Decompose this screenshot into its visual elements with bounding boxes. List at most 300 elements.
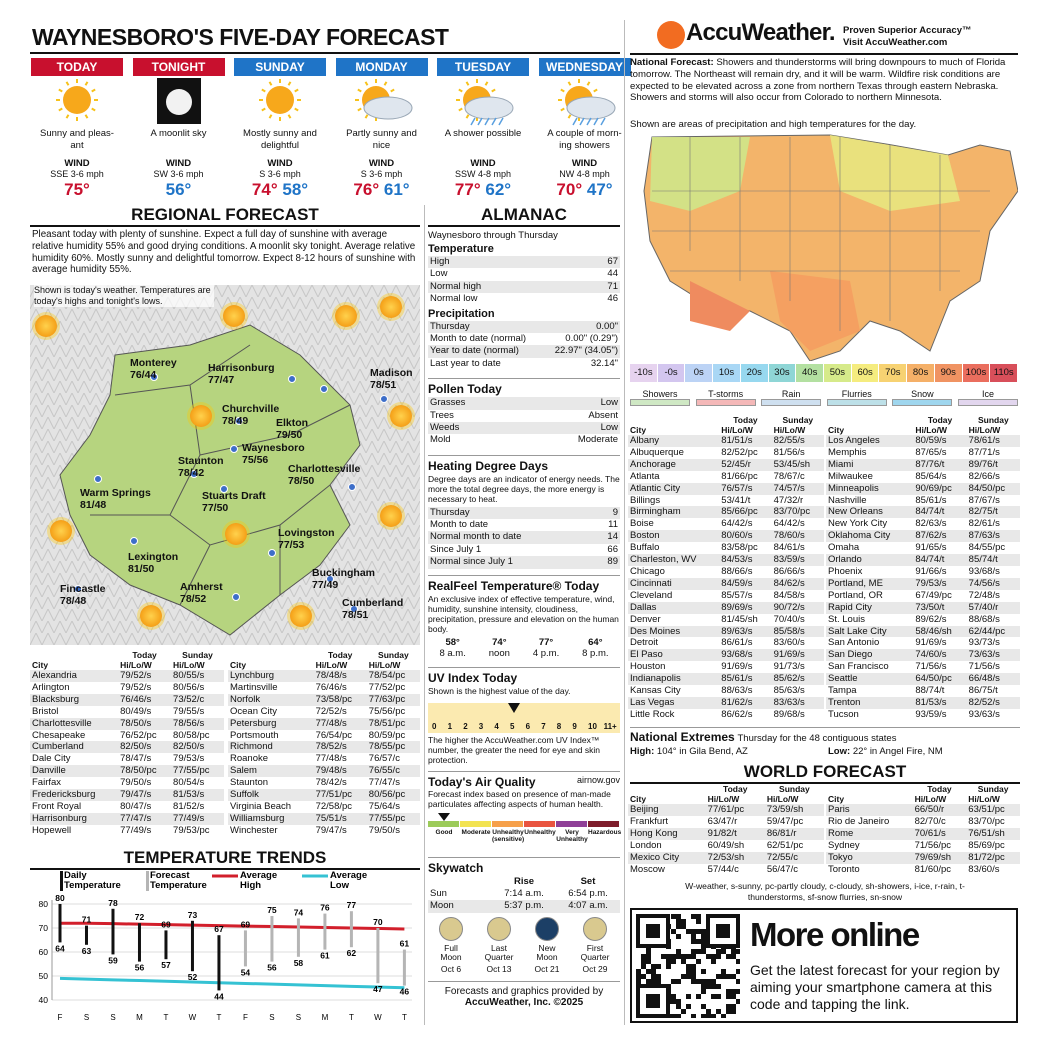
sun-icon — [190, 405, 212, 427]
table-cell: 72/48/s — [968, 589, 1000, 601]
precip-legend-item — [630, 389, 690, 406]
map-city-name: Monterey — [130, 357, 177, 369]
moon-phase-icon — [439, 917, 463, 941]
table-cell: 78/56/s — [171, 718, 224, 730]
row-value: Moderate — [577, 434, 618, 446]
map-city — [128, 551, 178, 575]
table-cell: 81/66/pc — [721, 470, 758, 482]
table-header — [826, 784, 1020, 794]
table-row — [628, 828, 824, 840]
precip-legend-item — [827, 389, 887, 406]
table-subheader — [228, 660, 420, 670]
sun-icon — [380, 505, 402, 527]
map-city-temp: 77/47 — [208, 374, 235, 386]
table-cell: 88/63/s — [721, 685, 753, 697]
table-cell: 83/63/s — [772, 697, 824, 709]
map-city — [370, 367, 413, 391]
city-name: Alexandria — [30, 670, 118, 682]
row-label: Month to date — [430, 519, 489, 531]
table-row — [30, 730, 224, 742]
map-city-temp: 78/51 — [370, 379, 397, 391]
table-cell: 93/59/s — [915, 708, 947, 720]
col-hilo: Hi/Lo/W — [968, 794, 1000, 804]
map-city-name: Staunton — [178, 455, 224, 467]
map-city — [130, 357, 177, 381]
x-tick-label: S — [295, 1013, 302, 1022]
high-temp: 70° — [556, 180, 583, 199]
precip-legend-item — [958, 389, 1018, 406]
row-value: 11 — [608, 519, 618, 531]
table-row — [826, 542, 1020, 554]
table-cell: 81/45/sh — [721, 613, 758, 625]
heating-degree-days-heading: Heating Degree Days — [428, 455, 620, 473]
forecast-description: Sunny and pleas- ant — [40, 128, 114, 151]
table-row — [228, 789, 420, 801]
col-city: City — [630, 425, 647, 435]
extreme-high-label: High: — [630, 746, 655, 757]
city-name: San Antonio — [828, 637, 880, 649]
temp-range-bar — [323, 914, 326, 950]
temp-range-bar — [138, 923, 141, 961]
data-row — [428, 422, 620, 434]
table-row — [826, 483, 1020, 495]
table-cell: 58/46/sh — [913, 626, 966, 638]
table-subheader — [628, 425, 824, 435]
map-city-name: Stuarts Draft — [202, 490, 266, 502]
air-quality-heading: Today's Air Quality — [428, 774, 536, 789]
page-title: WAYNESBORO'S FIVE-DAY FORECAST — [32, 24, 449, 50]
precip-legend-label: T-storms — [708, 389, 744, 399]
low-label: 59 — [108, 955, 118, 966]
row-label: High — [430, 256, 450, 267]
table-cell: 88/66/s — [721, 565, 753, 577]
x-tick-label: W — [188, 1013, 197, 1022]
credit-line-2: AccuWeather, Inc. ©2025 — [464, 996, 584, 1008]
avg-low-line — [60, 978, 404, 987]
table-cell: 81/53/s — [171, 789, 224, 801]
high-label: 72 — [134, 912, 145, 923]
low-label: 57 — [161, 960, 171, 971]
partly-cloudy-icon — [336, 76, 428, 126]
table-cell: 76/55/c — [367, 765, 420, 777]
national-map — [630, 131, 1018, 361]
realfeel-time: 8 p.m. — [582, 647, 609, 659]
aq-level-label: Unhealthy (sensitive) — [492, 828, 525, 843]
city-name: Phoenix — [828, 565, 863, 577]
low-label: 44 — [214, 991, 224, 1002]
city-name: Albuquerque — [630, 446, 684, 458]
col-today: Today — [733, 415, 758, 425]
map-city-name: Cumberland — [342, 597, 404, 609]
row-label: Mold — [430, 434, 451, 446]
table-cell: 77/61/pc — [706, 804, 765, 816]
aq-bar — [588, 821, 619, 827]
table-cell: 86/61/s — [721, 637, 753, 649]
table-row — [228, 741, 420, 753]
low-label: 56 — [134, 962, 145, 973]
table-cell: 78/61/s — [967, 435, 1020, 447]
temp-legend-cell: 10s — [713, 364, 741, 382]
table-row — [228, 718, 420, 730]
map-city-name: Lovingston — [278, 527, 335, 539]
table-cell: 73/58/pc — [314, 694, 367, 706]
uv-tick: 7 — [541, 721, 546, 731]
table-row — [30, 765, 224, 777]
row-value: 44 — [607, 268, 618, 280]
table-cell: 77/49/s — [171, 813, 224, 825]
city-name: Portland, ME — [826, 578, 913, 590]
pollen-heading: Pollen Today — [428, 378, 620, 396]
table-row — [826, 602, 1020, 614]
city-name: Anchorage — [628, 459, 719, 471]
air-quality-source: airnow.gov — [576, 774, 620, 785]
table-cell: 76/52/pc — [120, 729, 157, 741]
map-city — [312, 567, 375, 591]
moon-phase-icon — [583, 917, 607, 941]
table-cell: 79/47/s — [118, 789, 171, 801]
table-row — [228, 801, 420, 813]
table-cell: 84/53/s — [719, 554, 771, 566]
row-value: Low — [600, 421, 618, 433]
temp-legend-cell: -10s — [630, 364, 658, 382]
map-city-name: Fincastle — [60, 583, 106, 595]
almanac-column — [428, 205, 620, 1008]
map-city-temp: 81/50 — [128, 563, 155, 575]
city-name: Salt Lake City — [826, 626, 913, 638]
city-name: Chicago — [630, 565, 665, 577]
map-city-temp: 77/49 — [312, 579, 339, 591]
world-forecast-heading: WORLD FORECAST — [630, 762, 1020, 784]
city-name: Roanoke — [230, 753, 269, 765]
city-name: Richmond — [228, 741, 314, 753]
table-cell: 78/42/s — [315, 777, 347, 789]
map-city-name: Amherst — [180, 581, 223, 593]
table-cell: 62/51/pc — [766, 839, 804, 851]
moon-phase-name: First Quarter — [580, 942, 610, 962]
table-cell: 81/72/pc — [966, 852, 1020, 864]
low-label: 52 — [187, 972, 198, 983]
table-row — [826, 673, 1020, 685]
temp-legend-cell: 100s — [963, 364, 991, 382]
table-cell: 77/51/pc — [314, 789, 367, 801]
table-cell: 91/65/s — [915, 542, 947, 554]
hi-lo — [539, 180, 631, 200]
table-cell: 82/61/s — [968, 518, 1000, 530]
row-value: 66 — [607, 543, 618, 555]
city-name: Boise — [630, 518, 654, 530]
data-row — [428, 358, 620, 370]
table-cell: 80/58/pc — [173, 729, 210, 741]
col-city: City — [32, 660, 49, 670]
table-row — [628, 590, 824, 602]
precip-swatch — [892, 399, 952, 406]
precip-legend-label: Ice — [981, 389, 994, 399]
table-cell: 85/62/s — [772, 673, 824, 685]
city-name: Las Vegas — [628, 697, 719, 709]
low-temp: 62° — [485, 180, 512, 199]
table-row — [628, 626, 824, 638]
forecast-day-label: WEDNESDAY — [539, 58, 631, 76]
city-name: Portland, OR — [828, 589, 883, 601]
temp-range-bar — [85, 926, 88, 945]
forecast-day — [336, 58, 428, 200]
row-value: Low — [600, 397, 618, 409]
city-dot — [232, 593, 240, 601]
map-city-name: Lexington — [128, 551, 179, 563]
table-cell: 82/70/c — [914, 815, 946, 827]
high-label: 74 — [293, 907, 304, 918]
data-row — [428, 434, 620, 446]
accuweather-logo: AccuWeather. — [686, 19, 835, 46]
uv-tick: 4 — [494, 721, 499, 731]
forecast-description: A couple of morn- ing showers — [547, 128, 622, 151]
city-name: Tucson — [828, 708, 859, 720]
city-name: Williamsburg — [228, 813, 314, 825]
table-row — [826, 626, 1020, 638]
table-cell: 75/56/pc — [368, 705, 406, 717]
map-city-temp: 78/52 — [180, 593, 207, 605]
temp-range-bar — [59, 904, 62, 942]
table-cell: 85/64/s — [915, 470, 947, 482]
city-name: Portsmouth — [230, 729, 279, 741]
high-label: 80 — [55, 893, 65, 903]
table-row — [628, 673, 824, 685]
col-sunday: Sunday — [782, 415, 814, 425]
table-row — [826, 661, 1020, 673]
table-row — [628, 864, 824, 876]
temp-range-bar — [270, 916, 273, 962]
table-cell: 79/55/s — [173, 705, 205, 717]
table-cell: 83/59/s — [772, 554, 824, 566]
city-name: Omaha — [828, 542, 860, 554]
temp-legend-cell: 0s — [685, 364, 713, 382]
table-cell: 71/56/s — [915, 661, 947, 673]
temperature-trends-chart — [30, 868, 420, 1028]
table-cell: 86/62/s — [721, 708, 753, 720]
city-name: New Orleans — [826, 506, 913, 518]
table-row — [628, 661, 824, 673]
city-name: Little Rock — [630, 708, 675, 720]
table-row — [826, 471, 1020, 483]
table-cell: 83/60/s — [773, 637, 805, 649]
wind-value: SSW 4-8 mph — [454, 169, 512, 179]
x-tick-label: T — [163, 1013, 169, 1022]
row-label: Month to date (normal) — [430, 332, 527, 344]
x-tick-label: M — [136, 1013, 143, 1022]
hi-lo — [234, 180, 326, 200]
sky-cell: 6:54 p.m. — [568, 888, 608, 900]
map-city — [276, 417, 308, 441]
map-city-name: Harrisonburg — [208, 362, 275, 374]
forecast-day-label: SUNDAY — [234, 58, 326, 76]
sun-icon — [31, 76, 123, 126]
temperature-trends-heading: TEMPERATURE TRENDS — [30, 848, 420, 870]
forecast-day-label: MONDAY — [336, 58, 428, 76]
wind-value: S 3-6 mph — [259, 169, 301, 179]
table-cell: 77/49/s — [120, 824, 152, 836]
table-cell: 73/52/c — [171, 694, 224, 706]
table-cell: 93/73/s — [968, 637, 1000, 649]
table-cell: 78/55/pc — [367, 741, 420, 753]
data-row — [428, 556, 620, 568]
low-label: 63 — [81, 945, 92, 956]
table-row — [228, 682, 420, 694]
national-map-shapes — [630, 131, 1018, 361]
table-cell: 79/48/s — [314, 765, 367, 777]
table-cell: 83/60/s — [968, 863, 1000, 875]
table-row — [228, 706, 420, 718]
moon-phase-name: Last Quarter — [484, 942, 514, 962]
high-label: 77 — [346, 900, 357, 911]
legend-label: Forecast — [150, 870, 190, 881]
table-cell: 81/60/pc — [914, 863, 952, 875]
city-name: Paris — [826, 804, 913, 816]
realfeel-value — [489, 637, 510, 659]
table-row — [826, 864, 1020, 876]
table-cell: 79/50/s — [368, 824, 400, 836]
city-name: Denver — [630, 613, 661, 625]
temperature-subheading: Temperature — [428, 243, 494, 255]
precip-legend-item — [892, 389, 952, 406]
moon-phase-name: Full Moon — [440, 942, 462, 962]
city-name: Billings — [630, 494, 661, 506]
table-cell: 77/55/pc — [367, 813, 420, 825]
city-name: Hong Kong — [628, 828, 706, 840]
legend-label: Temperature — [150, 880, 207, 891]
high-temp: 75° — [64, 180, 90, 199]
table-cell: 63/51/pc — [966, 804, 1020, 816]
table-row — [228, 730, 420, 742]
table-subheader — [30, 660, 224, 670]
us-table-left — [628, 415, 824, 721]
temp-legend-cell: 50s — [824, 364, 852, 382]
table-row — [826, 649, 1020, 661]
temp-range-bar — [164, 930, 167, 959]
legend-label: Average — [330, 870, 368, 881]
table-row — [826, 852, 1020, 864]
table-row — [628, 495, 824, 507]
table-cell: 72/53/sh — [706, 852, 765, 864]
table-row — [30, 789, 224, 801]
table-row — [628, 554, 824, 566]
aq-level-label: Hazardous — [588, 828, 622, 836]
table-cell: 79/53/s — [173, 753, 205, 765]
table-cell: 80/56/pc — [367, 789, 420, 801]
table-cell: 88/68/s — [968, 613, 1000, 625]
sky-cell: Sun — [430, 888, 447, 900]
table-row — [30, 694, 224, 706]
col-city: City — [230, 660, 247, 670]
table-cell: 77/47/s — [368, 777, 400, 789]
temp-range-bar — [111, 909, 114, 955]
table-cell: 66/48/s — [967, 673, 1020, 685]
table-cell: 85/74/t — [967, 554, 1020, 566]
table-row — [628, 506, 824, 518]
table-cell: 90/69/pc — [913, 483, 966, 495]
table-cell: 76/46/s — [118, 694, 171, 706]
map-city-temp: 78/42 — [178, 467, 205, 479]
low-temp: 61° — [383, 180, 410, 199]
table-cell: 84/62/s — [772, 578, 824, 590]
low-label: 54 — [240, 967, 251, 978]
table-row — [826, 637, 1020, 649]
realfeel-temp: 58° — [445, 636, 460, 648]
table-cell: 84/50/pc — [967, 483, 1020, 495]
city-name: Winchester — [230, 824, 278, 836]
table-cell: 73/63/s — [967, 649, 1020, 661]
table-cell: 80/56/s — [173, 681, 205, 693]
national-text: Showers and thunderstorms will bring downpours to much of Florida tomorrow. The Northeast will remain dry, and it will be warm. Wildfire risk conditions are expected to be elevated across a zone from northern Texas through eastern Nebraska. Showers and storms will also occur from Colorado to northern Minnesota. — [630, 57, 1006, 104]
city-name: Martinsville — [230, 681, 278, 693]
table-cell: 87/65/s — [915, 446, 947, 458]
city-name: New York City — [828, 518, 888, 530]
city-name: Fairfax — [32, 777, 62, 789]
table-cell: 47/32/r — [773, 494, 804, 506]
temp-legend-cell: 40s — [796, 364, 824, 382]
map-city-name: Madison — [370, 367, 413, 379]
city-name: Harrisonburg — [30, 813, 118, 825]
sun-icon — [335, 305, 357, 327]
table-row — [826, 530, 1020, 542]
table-row — [30, 777, 224, 789]
header-rule — [30, 52, 620, 54]
city-name: Dale City — [32, 753, 71, 765]
temp-legend-cell: -0s — [658, 364, 686, 382]
sky-cell: Moon — [430, 900, 454, 912]
table-cell: 81/56/s — [773, 446, 805, 458]
table-cell: 78/50/pc — [118, 765, 171, 777]
table-header — [826, 415, 1020, 425]
table-cell: 80/59/s — [913, 435, 966, 447]
legend-label: Average — [240, 870, 278, 881]
data-row — [428, 321, 620, 333]
city-name: Cleveland — [630, 589, 673, 601]
city-name: Rio de Janeiro — [828, 815, 890, 827]
row-value: 71 — [607, 280, 618, 292]
table-cell: 89/68/s — [773, 708, 805, 720]
realfeel-temp: 64° — [588, 636, 603, 648]
table-cell: 81/51/s — [719, 435, 771, 447]
row-value: 22.97" (34.05") — [554, 345, 618, 357]
table-row — [628, 483, 824, 495]
sun-icon — [290, 605, 312, 627]
table-cell: 80/54/s — [173, 777, 205, 789]
realfeel-time: 8 a.m. — [439, 647, 466, 659]
table-row — [30, 682, 224, 694]
city-name: Indianapolis — [628, 673, 719, 685]
table-row — [628, 530, 824, 542]
city-name: Oklahoma City — [826, 530, 913, 542]
realfeel-heading: RealFeel Temperature® Today — [428, 575, 620, 593]
city-name: Salem — [228, 765, 314, 777]
table-row — [826, 495, 1020, 507]
city-name: Milwaukee — [828, 470, 873, 482]
city-name: Bristol — [32, 705, 59, 717]
uv-tick: 11+ — [603, 721, 617, 731]
temp-range-bar — [297, 918, 300, 956]
regional-forecast-text: Pleasant today with plenty of sunshine. Expect a full day of sunshine with average relative humidity 55% and good drying conditions. A moonlit sky tonight. Average relative humidity 60%. Mostly sunny and delightful tomorrow. Expect 8-12 hours of sunshine with average humidity 55%. — [32, 229, 416, 276]
extremes-heading: National Extremes — [630, 730, 735, 744]
wind-label: WIND — [267, 158, 293, 169]
row-value: 9 — [612, 506, 618, 518]
table-row — [628, 804, 824, 816]
temp-legend-cell: 110s — [990, 364, 1018, 382]
row-label: Since July 1 — [430, 543, 482, 555]
qr-code-icon[interactable] — [636, 914, 740, 1018]
temp-legend-cell: 60s — [852, 364, 880, 382]
legend-swatch — [60, 871, 63, 891]
table-cell: 72/55/c — [765, 852, 824, 864]
